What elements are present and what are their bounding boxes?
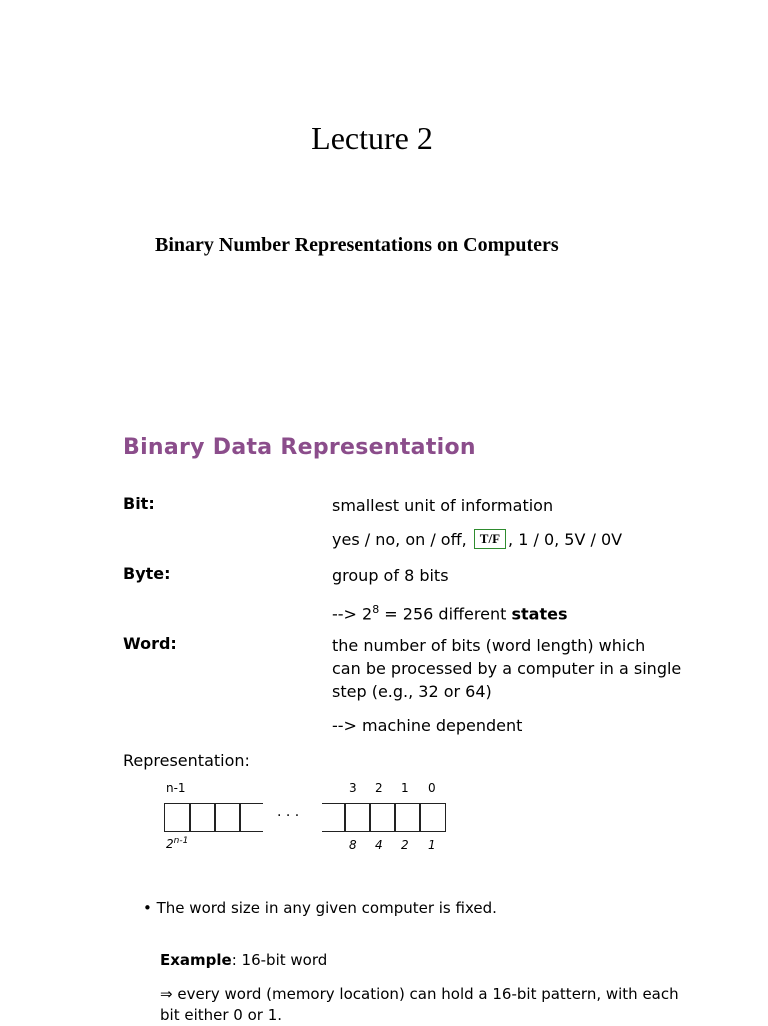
bit-examples-before: yes / no, on / off, — [332, 530, 467, 549]
byte-states-exponent: 8 — [372, 603, 380, 616]
bullet-symbol: • — [143, 899, 152, 917]
weight-exponent: n-1 — [173, 836, 189, 846]
bullet-item — [143, 899, 497, 917]
byte-states — [332, 598, 567, 625]
implies-arrow-icon: ⇒ — [160, 985, 173, 1003]
word-definition-line1: the number of bits (word length) which — [332, 636, 646, 655]
weight-label: 2 — [401, 838, 409, 852]
byte-states-mid: = 256 different — [379, 604, 512, 624]
bit-cell — [164, 803, 191, 832]
word-machine-dependent: --> machine dependent — [332, 716, 523, 735]
index-label: 2 — [375, 781, 383, 795]
weight-label: 8 — [349, 838, 357, 852]
representation-label: Representation: — [123, 751, 250, 770]
lecture-subtitle: Binary Number Representations on Computers — [155, 234, 559, 256]
example-label: Example — [160, 951, 232, 969]
term-bit: Bit: — [123, 494, 155, 513]
tf-box: T/F — [474, 529, 506, 549]
index-label: 1 — [401, 781, 409, 795]
word-definition — [332, 634, 681, 703]
lecture-title: Lecture 2 — [311, 120, 433, 156]
byte-states-prefix: --> 2 — [332, 604, 373, 624]
example-line — [160, 951, 327, 969]
bit-cell — [394, 803, 421, 832]
term-word: Word: — [123, 634, 177, 653]
bit-cell — [239, 803, 263, 832]
weight-label-2-n-1 — [166, 836, 188, 851]
byte-definition: group of 8 bits — [332, 566, 449, 585]
bit-cell — [344, 803, 371, 832]
weight-label: 4 — [375, 838, 383, 852]
implies-text: every word (memory location) can hold a 16-bit pattern, with each bit either 0 or 1. — [160, 985, 679, 1024]
index-label: 0 — [428, 781, 436, 795]
word-definition-line2: can be processed by a computer in a single — [332, 659, 682, 678]
bullet-text: The word size in any given computer is fixed. — [156, 899, 497, 917]
bit-cell — [369, 803, 396, 832]
word-definition-line3: step (e.g., 32 or 64) — [332, 682, 492, 701]
bit-cell — [419, 803, 446, 832]
example-text: : 16-bit word — [231, 951, 328, 969]
bit-cell — [189, 803, 216, 832]
weight-label: 1 — [428, 838, 436, 852]
index-label-n-1: n-1 — [166, 781, 186, 795]
index-label: 3 — [349, 781, 357, 795]
byte-states-bold: states — [511, 604, 568, 624]
weight-base: 2 — [166, 837, 174, 851]
bit-cell — [214, 803, 241, 832]
implies-paragraph — [160, 984, 680, 1026]
section-heading: Binary Data Representation — [123, 435, 476, 460]
bit-examples — [332, 528, 622, 551]
bit-cell — [322, 803, 346, 832]
bit-definition: smallest unit of information — [332, 496, 554, 515]
bit-examples-after: , 1 / 0, 5V / 0V — [508, 530, 623, 549]
term-byte: Byte: — [123, 564, 171, 583]
ellipsis: · · · — [277, 808, 300, 824]
